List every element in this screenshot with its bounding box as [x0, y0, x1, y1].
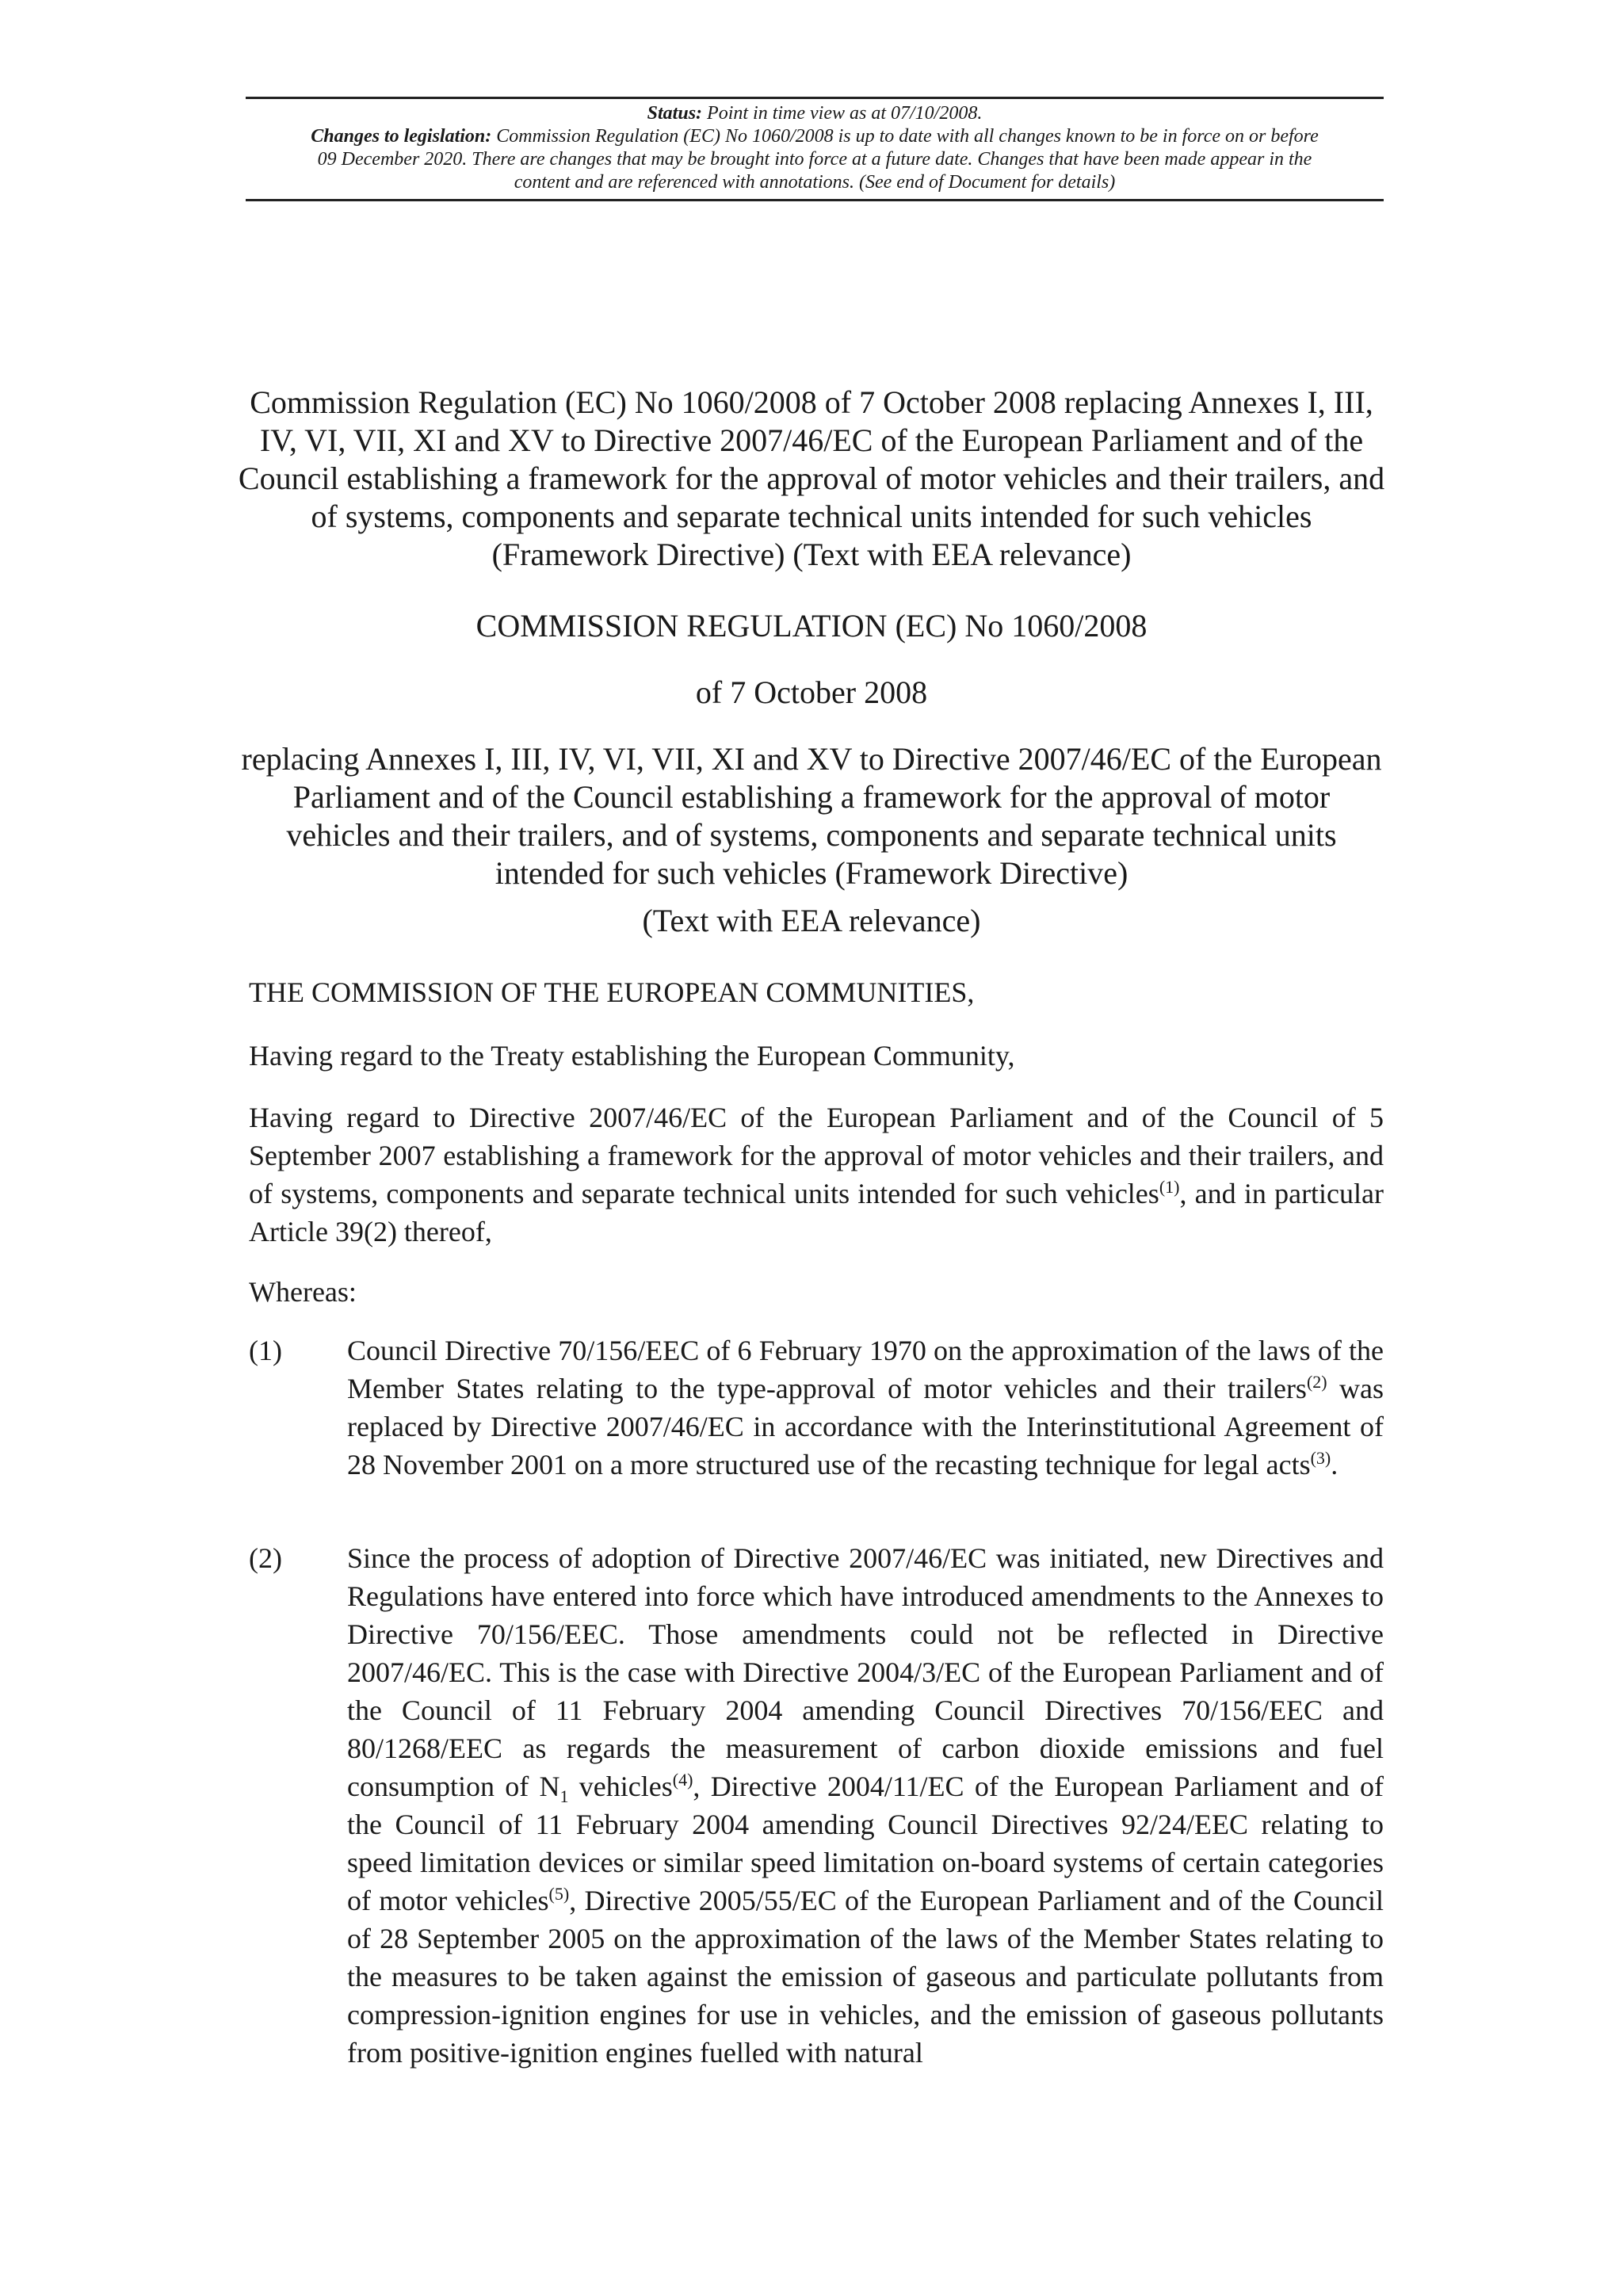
footnote-ref[interactable]: (5): [548, 1884, 570, 1904]
recital-text-part: Since the process of adoption of Directive 2007/46/EC was initiated, new Directives and Regulations have entered into force which have introduced amendments to the Annexes to Directive 70/156/EEC. Those amendments could not be reflected in Directive 2007/46/EC. This is the case with Directive 2004/3/EC of the European Parliament and of the Council of 11 February 2004 amending Council Directives 70/156/EEC and 80/1268/EEC as regards the measurement of carbon dioxide emissions and fuel consumption of N: [347, 1542, 1384, 1802]
recital-number: (2): [249, 1542, 282, 1574]
status-label: Status:: [647, 103, 703, 124]
regulation-heading: COMMISSION REGULATION (EC) No 1060/2008: [475, 608, 1148, 644]
footnote-ref[interactable]: (2): [1306, 1372, 1327, 1392]
subscript: 1: [559, 1786, 569, 1807]
changes-notice: [246, 125, 1384, 194]
date-heading: of 7 October 2008: [695, 674, 928, 710]
recital-text-part: .: [1331, 1449, 1338, 1480]
status-line: [246, 102, 1384, 125]
recital-number: (1): [249, 1335, 282, 1366]
recital-text-part: was replaced by Directive 2007/46/EC in accordance with the Interinstitutional Agreement of 28 November 2001 on a more structured use of the recasting technique for legal acts: [347, 1373, 1384, 1480]
citation-directive-text-end: , and in particular Article 39(2) thereof,: [249, 1178, 1384, 1247]
whereas-heading: Whereas:: [249, 1276, 357, 1308]
footnote-ref[interactable]: (1): [1159, 1177, 1180, 1197]
footnote-ref[interactable]: (3): [1310, 1448, 1331, 1468]
recital-text: [347, 1331, 1384, 1484]
recital-item: [249, 1331, 1384, 1484]
recital-text-part: Council Directive 70/156/EEC of 6 February 1970 on the approximation of the laws of the Member States relating to the type-approval of motor vehicles and their trailers: [347, 1335, 1384, 1404]
recital-text: [347, 1539, 1384, 2072]
recital-text-part: , Directive 2005/55/EC of the European Parliament and of the Council of 28 September 2005 on the approximation of the laws of the Member States relating to the measures to be taken against the emission of gaseous and particulate pollutants from compression-ignition engines for use in vehicles, and the emission of gaseous pollutants from positive-ignition engines fuelled with natural: [347, 1885, 1384, 2069]
footnote-ref[interactable]: (4): [672, 1770, 693, 1790]
document-long-title: Commission Regulation (EC) No 1060/2008 of 7 October 2008 replacing Annexes I, III, IV, VI, VII, XI and XV to Directive 2007/46/EC of the European Parliament and of the Council establishing a framework for the approval of motor vehicles and their trailers, and of systems, components and separate technical units intended for such vehicles (Framework Directive) (Text with EEA relevance): [238, 384, 1385, 572]
changes-text: Commission Regulation (EC) No 1060/2008 is up to date with all changes known to be in force on or before 09 December 2020. There are changes that may be brought into force at a future date. Changes that have been made appear in the content and are referenced with annotations. (See end of Document for details): [317, 126, 1319, 193]
eea-note: (Text with EEA relevance): [642, 903, 981, 938]
citation-directive: [249, 1098, 1384, 1251]
preamble-authority: THE COMMISSION OF THE EUROPEAN COMMUNITIES,: [249, 976, 975, 1008]
recital-item: [249, 1539, 1384, 2072]
recital-text-part: , Directive 2004/11/EC of the European Parliament and of the Council of 11 February 2004 amending Council Directives 92/24/EEC relating to speed limitation devices or similar speed limitation on-board systems of certain categories of motor vehicles: [347, 1771, 1384, 1916]
subject-heading: replacing Annexes I, III, IV, VI, VII, XI and XV to Directive 2007/46/EC of the European Parliament and of the Council establishing a framework for the approval of motor vehicles and their trailers, and of systems, components and separate technical units intended for such vehicles (Framework Directive): [241, 741, 1382, 891]
changes-label: Changes to legislation:: [311, 126, 492, 147]
recital-text-part: vehicles: [568, 1771, 673, 1802]
status-text: Point in time view as at 07/10/2008.: [707, 103, 983, 124]
citation-directive-text: Having regard to Directive 2007/46/EC of the European Parliament and of the Council of 5 September 2007 establishing a framework for the approval of motor vehicles and their trailers, and of systems, components and separate technical units intended for such vehicles: [249, 1102, 1384, 1209]
status-banner: [246, 97, 1384, 201]
citation-treaty: Having regard to the Treaty establishing the European Community,: [249, 1040, 1015, 1072]
